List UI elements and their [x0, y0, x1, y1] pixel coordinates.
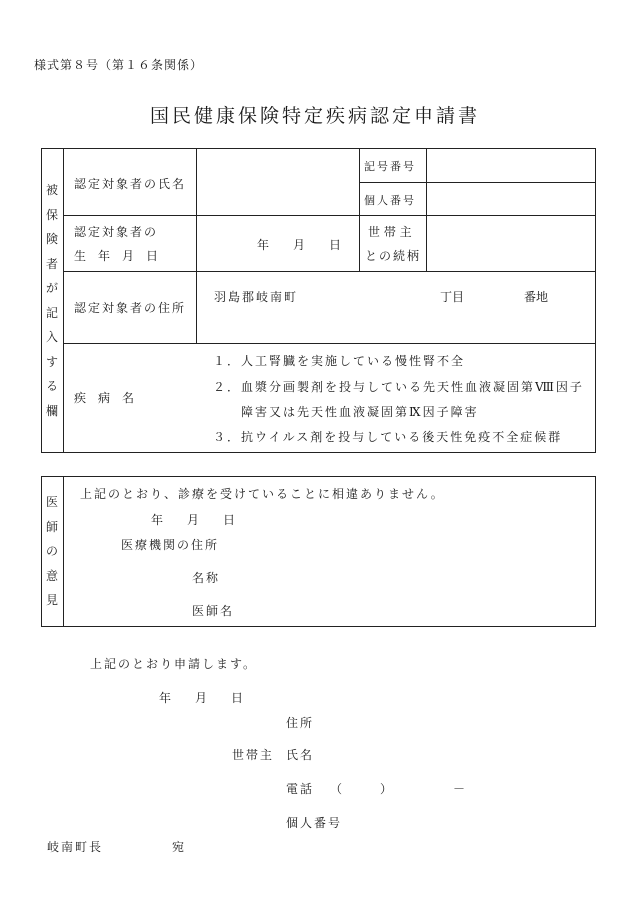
relation-label-line2: との続柄: [365, 249, 422, 263]
relation-label-line1: 世 帯 主: [368, 225, 412, 239]
address-chome: 丁目: [440, 290, 465, 304]
disease-option-cont: 障害又は先天性血液凝固第Ⅸ因子障害: [213, 405, 479, 419]
page-title: 国民健康保険特定疾病認定申請書: [149, 105, 480, 127]
symbol-number-label: 記号番号: [364, 160, 416, 173]
form-number-label: 様式第８号（第１６条関係）: [34, 58, 204, 72]
application-statement: 上記のとおり申請します。: [90, 657, 258, 671]
address-banchi: 番地: [524, 290, 549, 304]
disease-option[interactable]: ２．血漿分画製剤を投与している先天性血液凝固第Ⅷ因子: [213, 380, 584, 394]
name-label: 認定対象者の氏名: [74, 177, 187, 191]
institution-address-label: 医療機関の住所: [121, 538, 220, 552]
phone-close-paren: ）: [380, 782, 393, 796]
householder-label: 世帯主: [232, 748, 275, 762]
divider: [359, 148, 360, 271]
disease-option[interactable]: ３．抗ウイルス剤を投与している後天性免疫不全症候群: [213, 430, 563, 444]
disease-option[interactable]: １．人工腎臓を実施している慢性腎不全: [213, 354, 466, 368]
divider: [63, 476, 64, 627]
doctor-name-label: 医師名: [192, 604, 235, 618]
divider: [63, 343, 596, 344]
individual-number-field[interactable]: [427, 183, 595, 214]
phone-dash: －: [453, 782, 466, 796]
doctor-side-label: 医 師 の 意 見: [45, 495, 58, 607]
application-date[interactable]: 年 月 日: [159, 691, 244, 705]
applicant-address-label: 住所: [286, 716, 315, 730]
individual-number-label: 個人番号: [364, 194, 416, 207]
address-label: 認定対象者の住所: [74, 301, 187, 315]
honorific: 宛: [172, 840, 185, 854]
birth-label-line2: 生 年 月 日: [74, 249, 159, 263]
doctor-statement: 上記のとおり、診療を受けていることに相違ありません。: [80, 487, 445, 501]
applicant-side-label: 被 保 険 者 が 記 入 す る 欄: [45, 183, 58, 418]
name-field[interactable]: [197, 149, 358, 214]
symbol-number-field[interactable]: [427, 149, 595, 181]
phone-open-paren: （: [330, 782, 343, 796]
phone-label: 電話: [286, 782, 315, 796]
birth-date-field[interactable]: 年 月 日: [257, 238, 342, 252]
address-town: 羽島郡岐南町: [214, 290, 299, 304]
divider: [63, 271, 596, 272]
doctor-date[interactable]: 年 月 日: [151, 513, 236, 527]
relation-field[interactable]: [427, 216, 595, 270]
institution-name-label: 名称: [192, 571, 221, 585]
birth-label-line1: 認定対象者の: [74, 225, 159, 239]
divider: [63, 148, 64, 453]
applicant-name-label: 氏名: [286, 748, 315, 762]
disease-label: 疾 病 名: [74, 391, 135, 405]
applicant-individual-number-label: 個人番号: [286, 816, 343, 830]
addressee: 岐南町長: [47, 840, 104, 854]
